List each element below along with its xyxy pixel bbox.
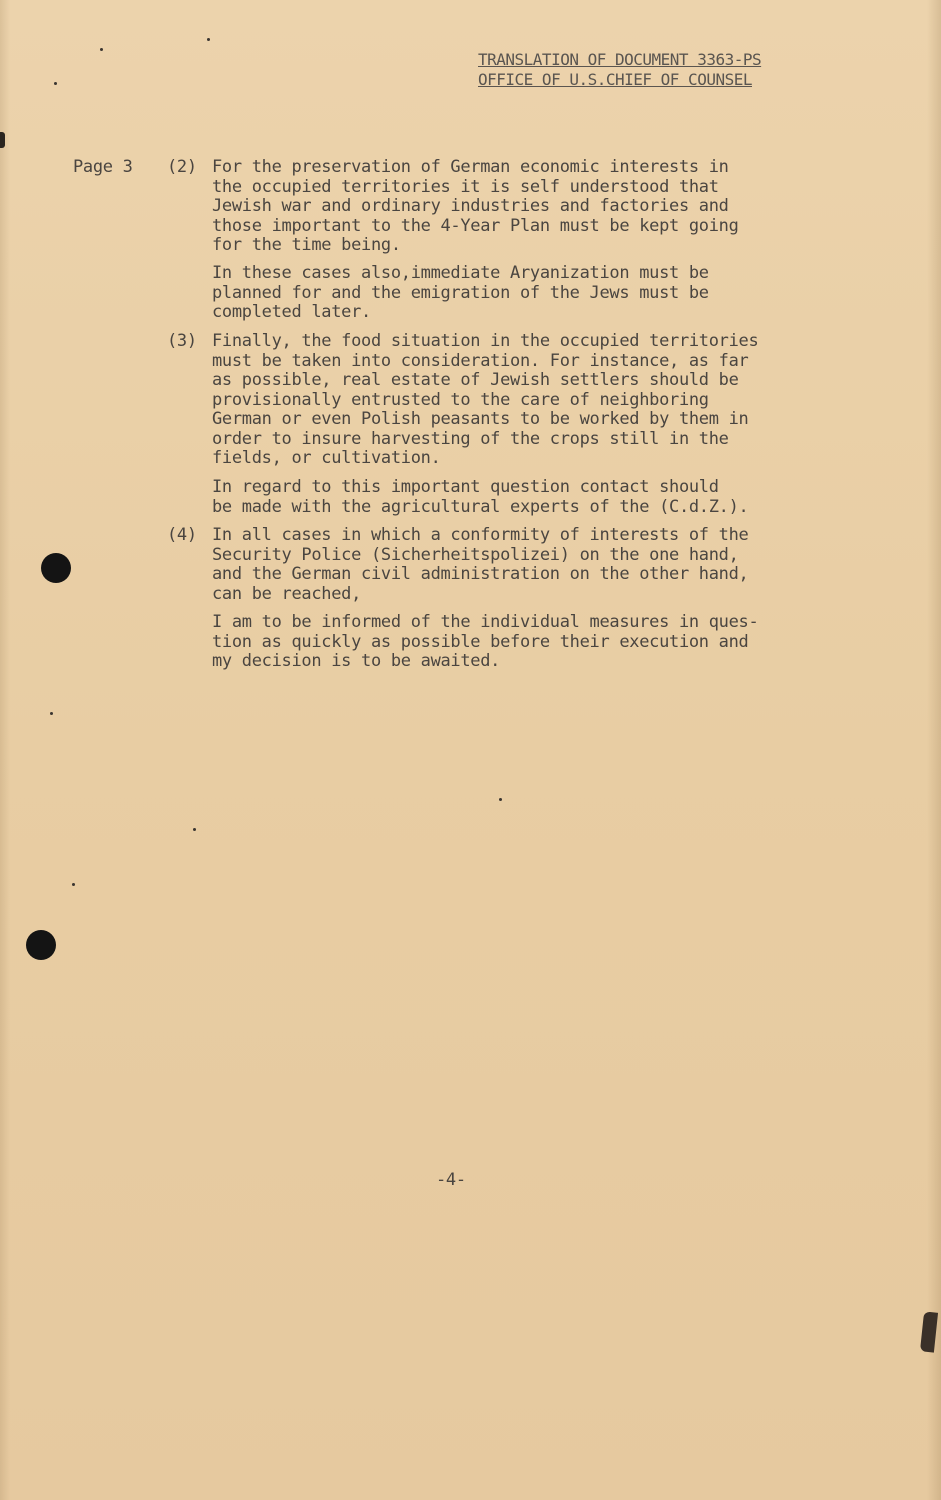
document-reference-line2: OFFICE OF U.S.CHIEF OF COUNSEL [478, 70, 752, 89]
document-reference-line1: TRANSLATION OF DOCUMENT 3363-PS [478, 50, 762, 69]
paragraph: I am to be informed of the individual measures in ques- tion as quickly as possible before their execution and my decision is to be awaited. [212, 612, 759, 671]
item-number: (4) [167, 525, 197, 545]
speck [499, 798, 502, 801]
paragraph: In all cases in which a conformity of interests of the Security Police (Sicherheitspolizei) on the one hand, and the German civil administration on the other hand, can be reached, [212, 525, 749, 604]
edge-mark [0, 132, 5, 148]
item-number: (3) [167, 331, 197, 351]
paragraph: Finally, the food situation in the occupied territories must be taken into consideration. For instance, as far as possible, real estate of Jewish settlers should be provisionally entrusted to the care of neighboring German or even Polish peasants to be worked by them in order to insure harvesting of the crops still in the fields, or cultivation. [212, 331, 759, 468]
speck [54, 82, 57, 85]
punch-hole-lower [26, 930, 56, 960]
punch-hole-upper [41, 553, 71, 583]
document-reference [478, 50, 761, 90]
paper-edge-right [927, 0, 941, 1500]
speck [193, 828, 196, 831]
speck [207, 38, 210, 41]
paragraph: In regard to this important question contact should be made with the agricultural experts of the (C.d.Z.). [212, 477, 749, 517]
speck [100, 48, 103, 51]
page-reference: Page 3 [73, 157, 133, 177]
item-number: (2) [167, 157, 197, 177]
paragraph: In these cases also,immediate Aryanization must be planned for and the emigration of the Jews must be completed later. [212, 263, 709, 322]
speck [50, 712, 53, 715]
speck [72, 883, 75, 886]
paper-edge-left [0, 0, 10, 1500]
page-number: -4- [436, 1170, 466, 1190]
paragraph: For the preservation of German economic interests in the occupied territories it is self understood that Jewish war and ordinary industries and factories and those important to the 4-Year Plan must be kept going for the time being. [212, 157, 739, 255]
